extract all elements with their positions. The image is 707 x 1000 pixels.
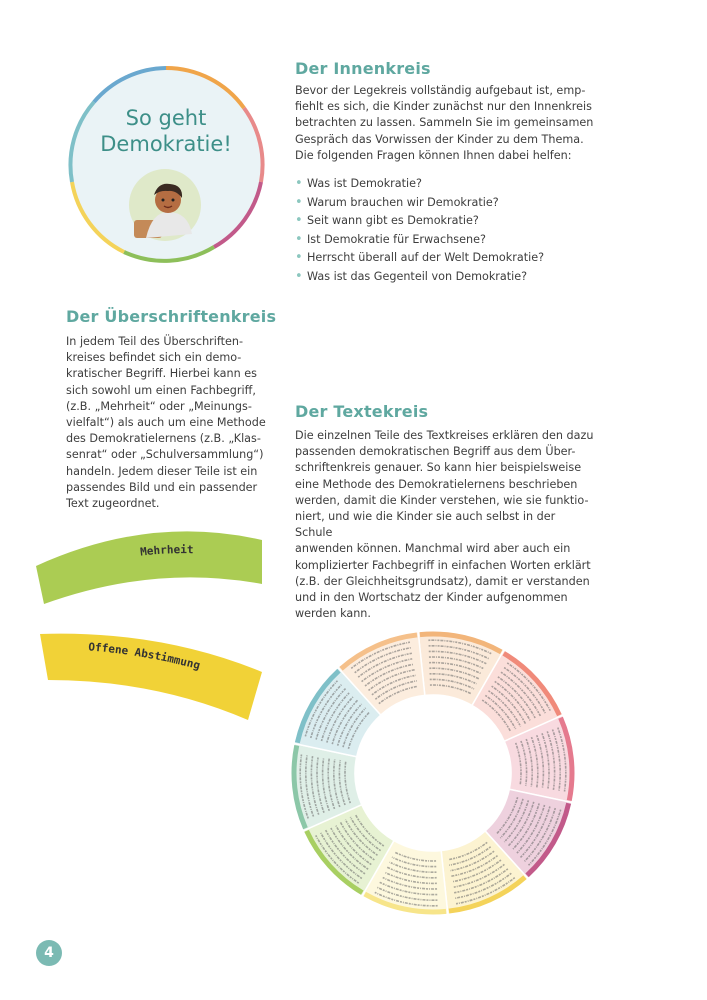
- text-line: schriftenkreis genauer. So kann hier beispielsweise: [295, 461, 582, 475]
- logo-badge: [64, 62, 268, 266]
- ueberschriftenkreis-heading: Der Überschriftenkreis: [66, 307, 277, 326]
- text-line: (z.B. der Gleichheitsgrundsatz), damit er verstanden: [295, 574, 590, 588]
- question-list: [295, 175, 595, 286]
- text-line: werden, damit die Kinder verstehen, wie sie funktio-: [295, 493, 589, 507]
- text-line: senrat“ oder „Schulversammlung“): [66, 448, 264, 462]
- list-item: • Warum brauchen wir Demokratie?: [295, 194, 595, 213]
- textekreis-heading: Der Textekreis: [295, 402, 429, 421]
- text-line: anwenden können. Manchmal wird aber auch ein: [295, 542, 571, 556]
- text-line: Bevor der Legekreis vollständig aufgebaut ist, emp-: [295, 84, 586, 97]
- page-number: 4: [36, 940, 62, 966]
- text-line: eine Methode des Demokratielernens beschrieben: [295, 477, 578, 491]
- text-line: kreises befindet sich ein demo-: [66, 351, 242, 365]
- text-line: und in den Wortschatz der Kinder aufgenommen: [295, 591, 568, 605]
- text-line: fiehlt es sich, die Kinder zunächst nur den Innenkreis: [295, 100, 592, 114]
- list-item: • Was ist das Gegenteil von Demokratie?: [295, 268, 595, 287]
- text-line: passenden demokratischen Begriff aus dem Über-: [295, 445, 576, 459]
- text-line: Die einzelnen Teile des Textkreises erklären den dazu: [295, 429, 594, 442]
- text-line: In jedem Teil des Überschriften-: [66, 335, 244, 348]
- list-item: • Ist Demokratie für Erwachsene?: [295, 231, 595, 250]
- banner-offene-abstimmung: [40, 634, 262, 720]
- text-line: Text zugeordnet.: [66, 497, 160, 511]
- text-line: handeln. Jedem dieser Teile ist ein: [66, 464, 258, 478]
- text-line: vielfalt“) als auch um eine Methode: [66, 416, 266, 430]
- text-line: werden kann.: [295, 607, 371, 621]
- banner-label-offene-abstimmung: Offene Abstimmung: [87, 640, 202, 673]
- child-illustration: [128, 168, 202, 242]
- list-item: • Herrscht überall auf der Welt Demokratie?: [295, 249, 595, 268]
- innenkreis-heading: Der Innenkreis: [295, 59, 431, 78]
- banner-label-mehrheit: Mehrheit: [139, 543, 194, 559]
- text-line: Die folgenden Fragen können Ihnen dabei helfen:: [295, 148, 572, 162]
- ueberschriftenkreis-paragraph: [66, 334, 271, 512]
- logo-title-line1: So geht: [125, 106, 207, 130]
- logo-title-line2: Demokratie!: [100, 132, 232, 156]
- text-ring-diagram: [288, 628, 578, 918]
- text-line: des Demokratielernens (z.B. „Klas-: [66, 432, 261, 446]
- banner-mehrheit: [36, 531, 262, 604]
- text-line: niert, und wie die Kinder sie auch selbst in der Schule: [295, 510, 556, 540]
- text-line: Gespräch das Vorwissen der Kinder zu dem Thema.: [295, 132, 584, 146]
- list-item: • Was ist Demokratie?: [295, 175, 595, 194]
- text-line: komplizierter Fachbegriff in einfachen Worten erklärt: [295, 558, 591, 572]
- list-item: • Seit wann gibt es Demokratie?: [295, 212, 595, 231]
- text-line: sich sowohl um einen Fachbegriff,: [66, 383, 256, 397]
- banner-group: [30, 520, 270, 725]
- textekreis-paragraph: [295, 428, 595, 622]
- text-line: (z.B. „Mehrheit“ oder „Meinungs-: [66, 399, 252, 413]
- text-line: kratischer Begriff. Hierbei kann es: [66, 367, 257, 381]
- text-line: betrachten zu lassen. Sammeln Sie im gemeinsamen: [295, 116, 594, 130]
- text-line: passendes Bild und ein passender: [66, 480, 258, 494]
- innenkreis-paragraph: [295, 83, 595, 164]
